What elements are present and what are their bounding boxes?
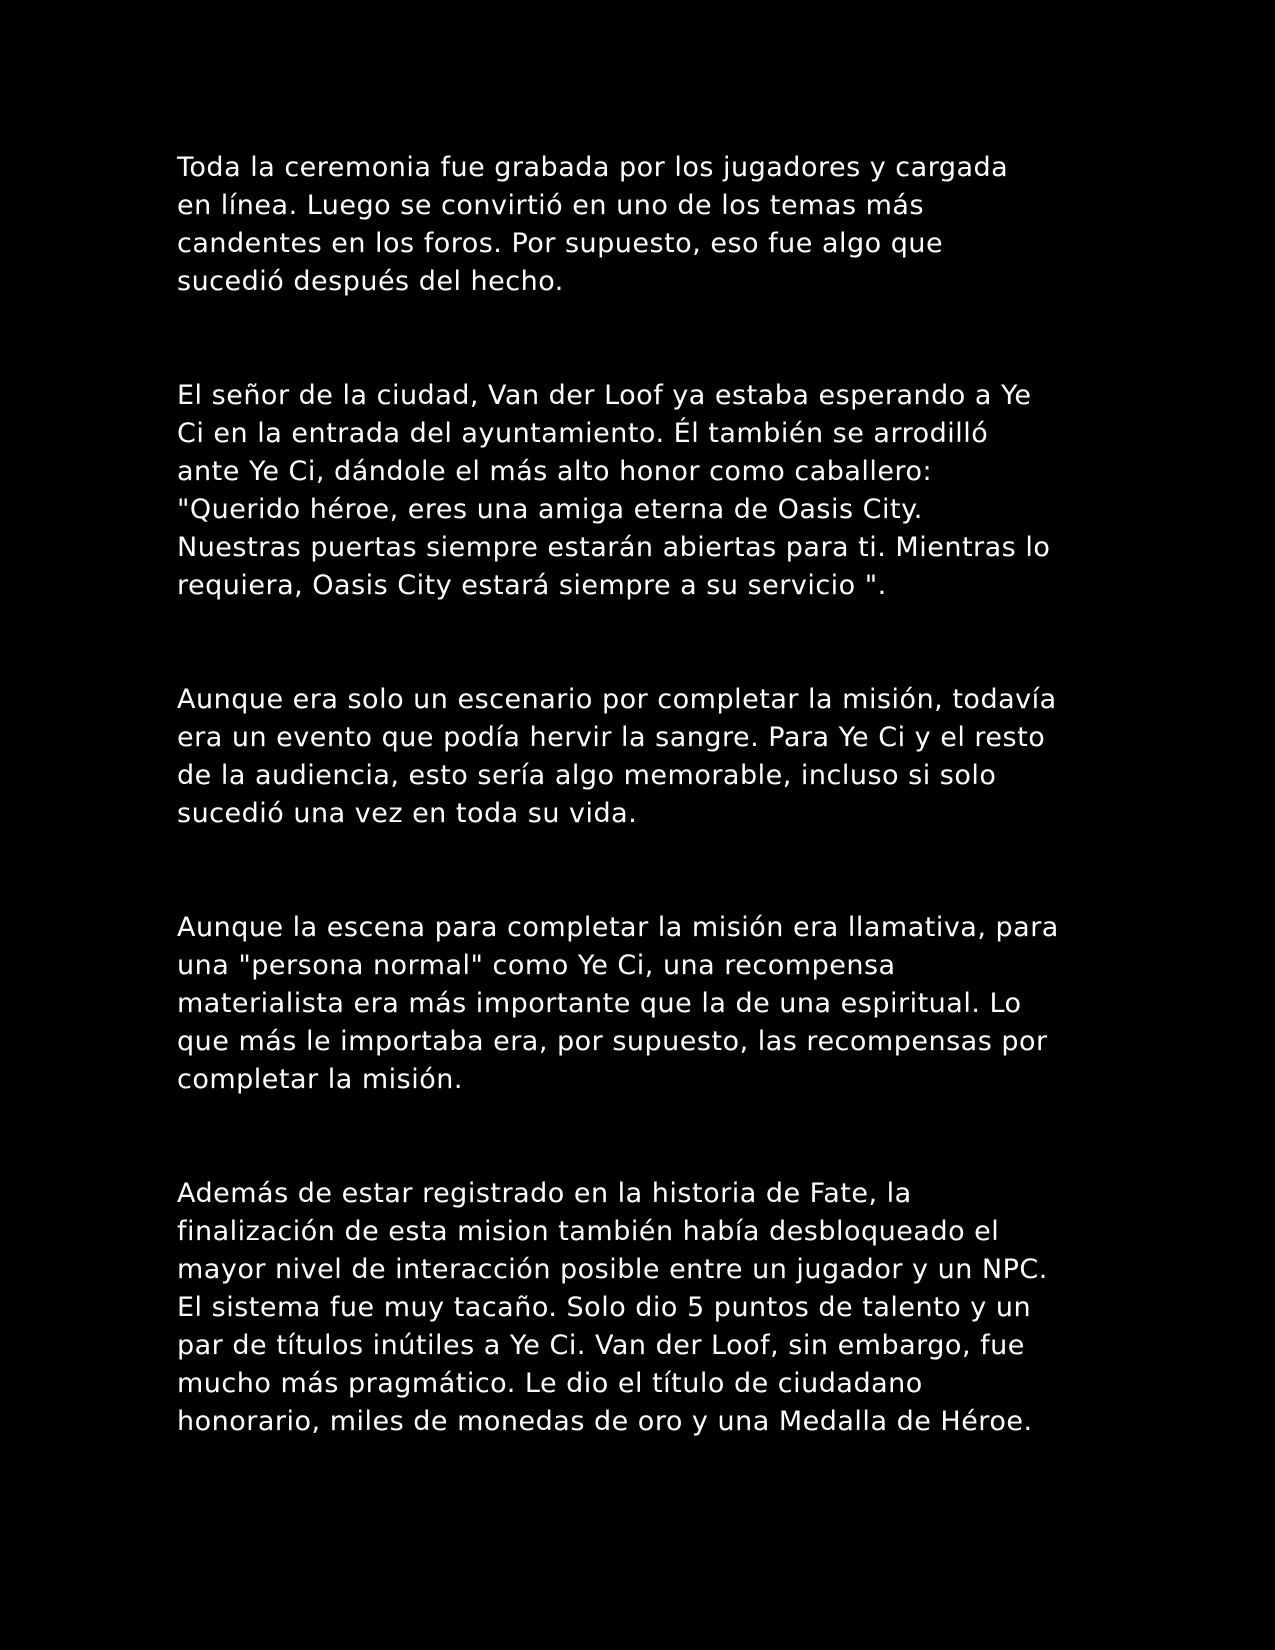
text-line: completar la misión. (177, 1064, 463, 1095)
text-line: sucedió después del hecho. (177, 266, 564, 297)
text-line: par de títulos inútiles a Ye Ci. Van der Loof, sin embargo, fue (177, 1330, 1025, 1361)
text-line: Toda la ceremonia fue grabada por los jugadores y cargada (177, 152, 1009, 183)
text-column (177, 149, 1117, 1441)
text-line: materialista era más importante que la de una espiritual. Lo (177, 988, 1022, 1019)
text-line: de la audiencia, esto sería algo memorable, incluso si solo (177, 760, 997, 791)
text-line: mucho más pragmático. Le dio el título de ciudadano (177, 1368, 923, 1399)
paragraph-ceremony-recorded (177, 149, 1117, 301)
text-line: Nuestras puertas siempre estarán abiertas para ti. Mientras lo (177, 532, 1051, 563)
paragraph-city-lord (177, 377, 1117, 605)
text-line: sucedió una vez en toda su vida. (177, 798, 638, 829)
paragraph-material-reward (177, 909, 1117, 1099)
text-line: era un evento que podía hervir la sangre. Para Ye Ci y el resto (177, 722, 1046, 753)
text-line: finalización de esta mision también había desbloqueado el (177, 1216, 1000, 1247)
text-line: Aunque la escena para completar la misión era llamativa, para (177, 912, 1059, 943)
paragraph-memorable-event (177, 681, 1117, 833)
text-line: en línea. Luego se convirtió en uno de los temas más (177, 190, 925, 221)
text-line: El señor de la ciudad, Van der Loof ya estaba esperando a Ye (177, 380, 1032, 411)
text-line: ante Ye Ci, dándole el más alto honor como caballero: (177, 456, 933, 487)
text-line: una "persona normal" como Ye Ci, una recompensa (177, 950, 896, 981)
paragraph-quest-rewards (177, 1175, 1117, 1441)
text-line: mayor nivel de interacción posible entre un jugador y un NPC. (177, 1254, 1048, 1285)
text-line: Además de estar registrado en la historia de Fate, la (177, 1178, 912, 1209)
text-line: honorario, miles de monedas de oro y una Medalla de Héroe. (177, 1406, 1033, 1437)
text-line: Aunque era solo un escenario por completar la misión, todavía (177, 684, 1057, 715)
text-line: Ci en la entrada del ayuntamiento. Él también se arrodilló (177, 418, 989, 449)
text-line: que más le importaba era, por supuesto, las recompensas por (177, 1026, 1048, 1057)
text-line: requiera, Oasis City estará siempre a su servicio ". (177, 570, 887, 601)
text-line: candentes en los foros. Por supuesto, eso fue algo que (177, 228, 944, 259)
text-line: El sistema fue muy tacaño. Solo dio 5 puntos de talento y un (177, 1292, 1032, 1323)
text-line: "Querido héroe, eres una amiga eterna de Oasis City. (177, 494, 923, 525)
